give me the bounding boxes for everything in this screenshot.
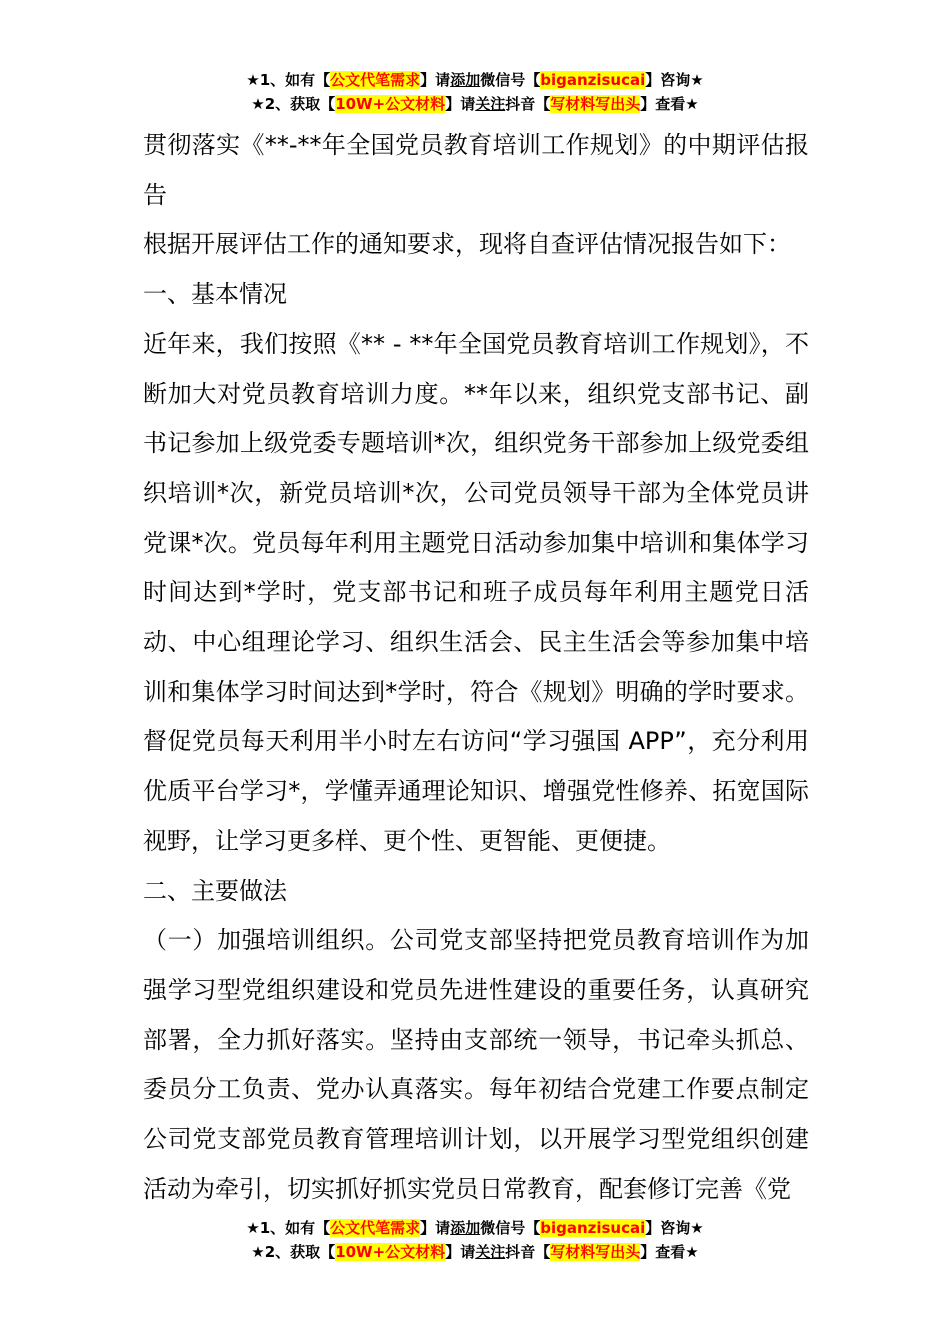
highlight-douyin-account: 写材料写出头 [550,1243,641,1261]
highlight-writing-service: 公文代笔需求 [330,71,421,89]
banner-text: 抖音【 [505,95,551,113]
highlight-douyin-account: 写材料写出头 [550,95,641,113]
banner-line-1 [0,68,950,92]
intro-paragraph: 根据开展评估工作的通知要求，现将自查评估情况报告如下： [143,230,791,259]
section-paragraph: 近年来，我们按照《** - **年全国党员教育培训工作规划》，不断加大对党员教育培训力度。**年以来，组织党支部书记、副书记参加上级党委专题培训*次，组织党务干部参加上级党委组织培训*次，新党员培训*次，公司党员领导干部为全体党员讲党课*次。党员每年利用主题党日活动参加集中培训和集体学习时间达到*学时，党支部书记和班子成员每年利用主题党日活动、中心组理论学习、组织生活会、民主生活会等参加集中培训和集体学习时间达到*学时，符合《规划》明确的学时要求。督促党员每天利用半小时左右访问“学习强国 APP”，充分利用优质平台学习*，学懂弄通理论知识、增强党性修养、拓宽国际视野，让学习更多样、更个性、更智能、更便捷。 [143,329,809,855]
banner-text: ★2、获取【 [251,95,336,113]
banner-text: 微信号【 [480,71,541,89]
banner-text: 】查看★ [640,1243,699,1261]
bottom-banner [0,1216,950,1264]
section-heading-basic-situation: 一、基本情况 [143,280,287,309]
highlight-wechat-id: biganzisucai [540,71,646,89]
underlined-text: 添加 [450,71,481,89]
top-banner [0,68,950,116]
underlined-text: 添加 [450,1219,481,1237]
banner-text: 】咨询★ [645,71,704,89]
highlight-materials: 10W+公文材料 [335,1243,446,1261]
document-title: 贯彻落实《**-**年全国党员教育培训工作规划》的中期评估报告 [143,131,809,209]
banner-text: 】请 [445,1243,476,1261]
highlight-materials: 10W+公文材料 [335,95,446,113]
banner-text: 微信号【 [480,1219,541,1237]
banner-text: 】查看★ [640,95,699,113]
banner-text: ★1、如有【 [246,71,331,89]
banner-text: 】请 [420,71,451,89]
underlined-text: 关注 [475,95,506,113]
banner-text: 】请 [445,95,476,113]
banner-line-2 [0,92,950,116]
banner-text: 抖音【 [505,1243,551,1261]
highlight-writing-service: 公文代笔需求 [330,1219,421,1237]
banner-text: 】请 [420,1219,451,1237]
banner-text: 】咨询★ [645,1219,704,1237]
highlight-wechat-id: biganzisucai [540,1219,646,1237]
section-heading-main-practices: 二、主要做法 [143,876,287,905]
banner-line-2 [0,1240,950,1264]
banner-line-1 [0,1216,950,1240]
banner-text: ★2、获取【 [251,1243,336,1261]
section-paragraph: （一）加强培训组织。公司党支部坚持把党员教育培训作为加强学习型党组织建设和党员先进性建设的重要任务，认真研究部署，全力抓好落实。坚持由支部统一领导，书记牵头抓总、委员分工负责、党办认真落实。每年初结合党建工作要点制定公司党支部党员教育管理培训计划，以开展学习型党组织创建活动为牵引，切实抓好抓实党员日常教育，配套修订完善《党 [143,926,809,1203]
banner-text: ★1、如有【 [246,1219,331,1237]
document-body [143,121,809,1214]
underlined-text: 关注 [475,1243,506,1261]
